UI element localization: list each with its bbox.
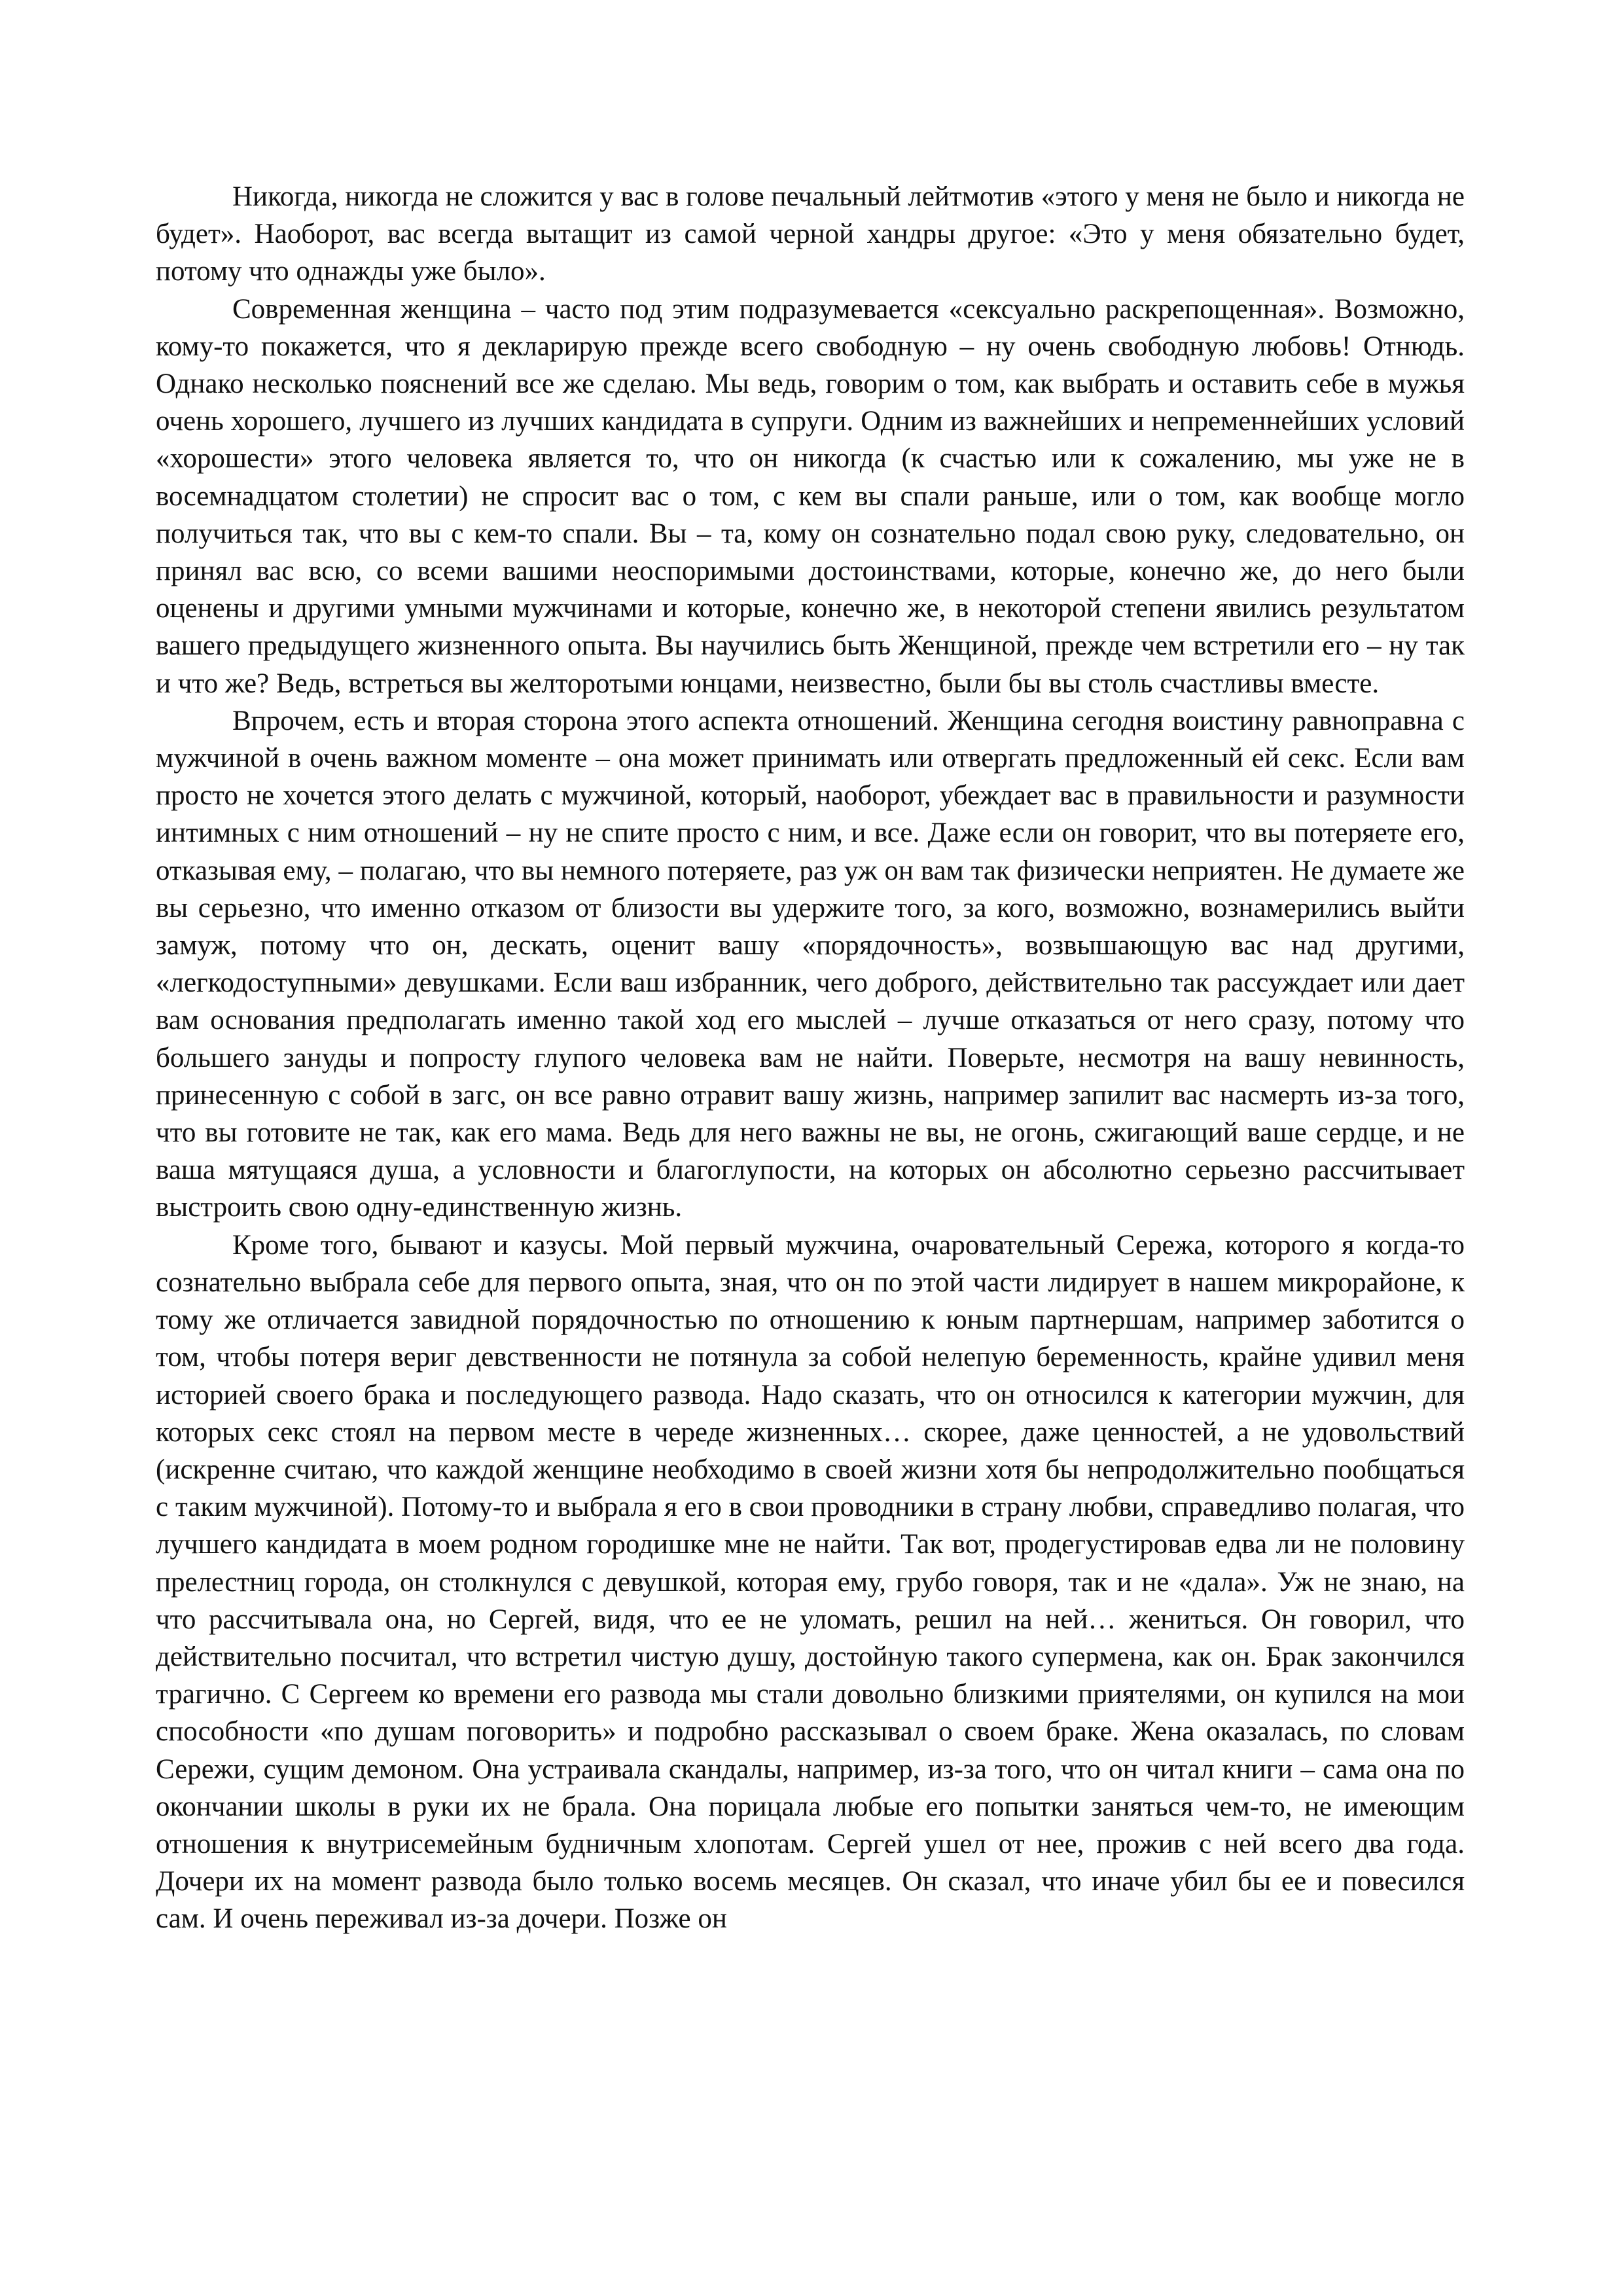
paragraph-3: Впрочем, есть и вторая сторона этого аспекта отношений. Женщина сегодня воистину равноправна с мужчиной в очень важном моменте – она может принимать или отвергать предложенный ей секс. Если вам просто не хочется этого делать с мужчиной, который, наоборот, убеждает вас в правильности и разумности интимных с ним отношений – ну не спите просто с ним, и все. Даже если он говорит, что вы потеряете его, отказывая ему, – полагаю, что вы немного потеряете, раз уж он вам так физически неприятен. Не думаете же вы серьезно, что именно отказом от близости вы удержите того, за кого, возможно, вознамерились выйти замуж, потому что он, дескать, оценит вашу «порядочность», возвышающую вас над другими, «легкодоступными» девушками. Если ваш избранник, чего доброго, действительно так рассуждает или дает вам основания предполагать именно такой ход его мыслей – лучше отказаться от него сразу, потому что большего зануды и попросту глупого человека вам не найти. Поверьте, несмотря на вашу невинность, принесенную с собой в загс, он все равно отравит вашу жизнь, например запилит вас насмерть из-за того, что вы готовите не так, как его мама. Ведь для него важны не вы, не огонь, сжигающий ваше сердце, и не ваша мятущаяся душа, а условности и благоглупости, на которых он абсолютно серьезно рассчитывает выстроить свою одну-единственную жизнь. bbox=[156, 705, 1465, 1223]
paragraph-4: Кроме того, бывают и казусы. Мой первый мужчина, очаровательный Сережа, которого я когда-то сознательно выбрала себе для первого опыта, зная, что он по этой части лидирует в нашем микрорайоне, к тому же отличается завидной порядочностью по отношению к юным партнершам, например заботится о том, чтобы потеря вериг девственности не потянула за собой нелепую беременность, крайне удивил меня историей своего брака и последующего развода. Надо сказать, что он относился к категории мужчин, для которых секс стоял на первом месте в череде жизненных… скорее, даже ценностей, а не удовольствий (искренне считаю, что каждой женщине необходимо в своей жизни хотя бы непродолжительно пообщаться с таким мужчиной). Потому-то и выбрала я его в свои проводники в страну любви, справедливо полагая, что лучшего кандидата в моем родном городишке мне не найти. Так вот, продегустировав едва ли не половину прелестниц города, он столкнулся с девушкой, которая ему, грубо говоря, так и не «дала». Уж не знаю, на что рассчитывала она, но Сергей, видя, что ее не уломать, решил на ней… жениться. Он говорил, что действительно посчитал, что встретил чистую душу, достойную такого супермена, как он. Брак закончился трагично. С Сергеем ко времени его развода мы стали довольно близкими приятелями, он купился на мои способности «по душам поговорить» и подробно рассказывал о своем браке. Жена оказалась, по словам Сережи, сущим демоном. Она устраивала скандалы, например, из-за того, что он читал книги – сама она по окончании школы в руки их не брала. Она порицала любые его попытки заняться чем-то, не имеющим отношения к внутрисемейным будничным хлопотам. Сергей ушел от нее, прожив с ней всего два года. Дочери их на момент развода было только восемь месяцев. Он сказал, что иначе убил бы ее и повесился сам. И очень переживал из-за дочери. Позже он bbox=[156, 1229, 1465, 1935]
document-page bbox=[156, 178, 1465, 1938]
paragraph-2: Современная женщина – часто под этим подразумевается «сексуально раскрепощенная». Возможно, кому-то покажется, что я декларирую прежде всего свободную – ну очень свободную любовь! Отнюдь. Однако несколько пояснений все же сделаю. Мы ведь, говорим о том, как выбрать и оставить себе в мужья очень хорошего, лучшего из лучших кандидата в супруги. Одним из важнейших и непременнейших условий «хорошести» этого человека является то, что он никогда (к счастью или к сожалению, мы уже не в восемнадцатом столетии) не спросит вас о том, с кем вы спали раньше, или о том, как вообще могло получиться так, что вы с кем-то спали. Вы – та, кому он сознательно подал свою руку, следовательно, он принял вас всю, со всеми вашими неоспоримыми достоинствами, которые, конечно же, до него были оценены и другими умными мужчинами и которые, конечно же, в некоторой степени явились результатом вашего предыдущего жизненного опыта. Вы научились быть Женщиной, прежде чем встретили его – ну так и что же? Ведь, встреться вы желторотыми юнцами, неизвестно, были бы вы столь счастливы вместе. bbox=[156, 293, 1465, 699]
paragraph-1: Никогда, никогда не сложится у вас в голове печальный лейтмотив «этого у меня не было и никогда не будет». Наоборот, вас всегда вытащит из самой черной хандры другое: «Это у меня обязательно будет, потому что однажды уже было». bbox=[156, 181, 1465, 287]
